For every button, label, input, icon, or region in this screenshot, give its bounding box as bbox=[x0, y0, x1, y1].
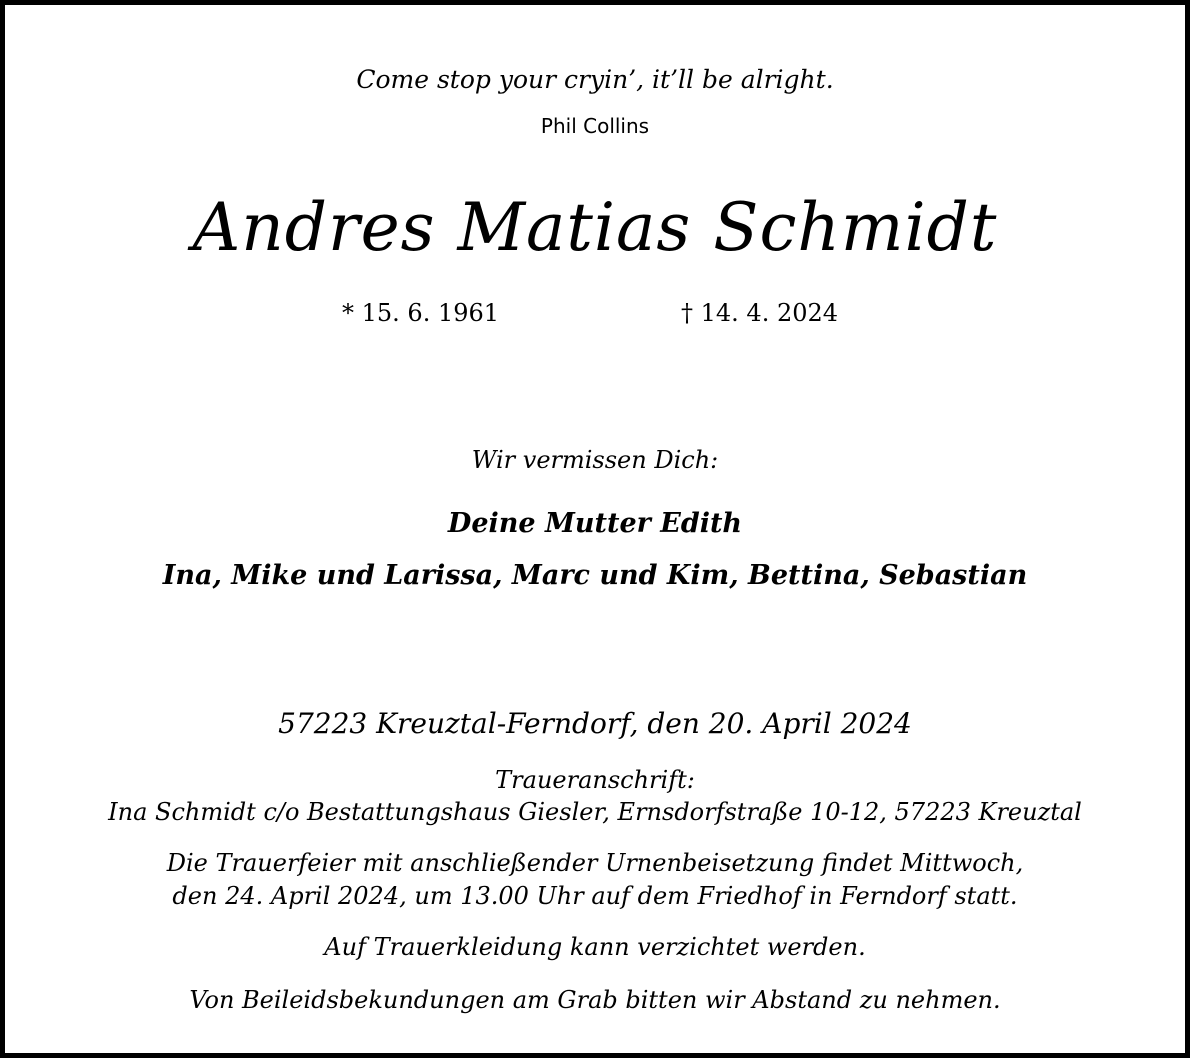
death-date: † 14. 4. 2024 bbox=[681, 299, 839, 327]
mourning-address-label: Traueranschrift: bbox=[495, 766, 695, 794]
ceremony-line-1: Die Trauerfeier mit anschließender Urnenbeisetzung findet Mittwoch, bbox=[166, 849, 1024, 877]
ceremony-line-2: den 24. April 2024, um 13.00 Uhr auf dem Friedhof in Ferndorf statt. bbox=[172, 882, 1018, 910]
birth-date: * 15. 6. 1961 bbox=[342, 299, 500, 327]
mourners-intro: Wir vermissen Dich: bbox=[471, 446, 719, 474]
mourners-list: Ina, Mike und Larissa, Marc und Kim, Bettina, Sebastian bbox=[162, 560, 1028, 591]
deceased-name: Andres Matias Schmidt bbox=[192, 189, 998, 266]
mourning-address: Ina Schmidt c/o Bestattungshaus Giesler, Ernsdorfstraße 10-12, 57223 Kreuztal bbox=[108, 798, 1082, 826]
quote-author: Phil Collins bbox=[540, 114, 650, 138]
quote-text: Come stop your cryin’, it’ll be alright. bbox=[356, 65, 834, 94]
condolence-note: Von Beileidsbekundungen am Grab bitten wir Abstand zu nehmen. bbox=[189, 986, 1001, 1014]
clothing-note: Auf Trauerkleidung kann verzichtet werden. bbox=[324, 933, 866, 961]
place-and-date: 57223 Kreuztal-Ferndorf, den 20. April 2024 bbox=[278, 707, 912, 740]
mourner-mother: Deine Mutter Edith bbox=[447, 508, 743, 539]
life-dates bbox=[5, 301, 1185, 331]
